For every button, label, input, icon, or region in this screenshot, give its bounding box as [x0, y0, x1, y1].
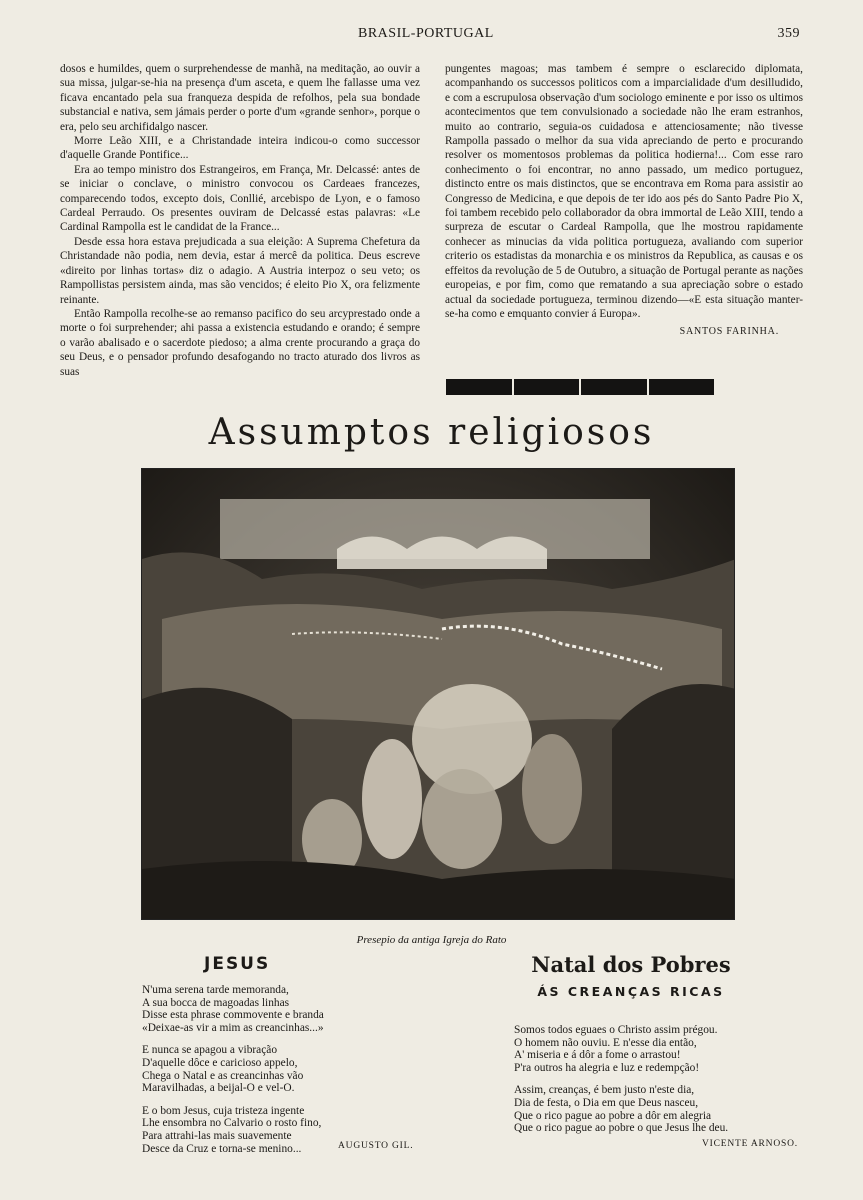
- page-number: 359: [777, 26, 800, 41]
- nativity-scene-photo: [141, 468, 735, 920]
- photo-illustration: [142, 469, 735, 920]
- poem-natal-dos-pobres: [514, 1024, 804, 1149]
- paragraph: Morre Leão XIII, e a Christandade inteira indicou-o como successor d'aquelle Grande Pontifice...: [60, 135, 420, 162]
- poem-stanza: Somos todos eguaes o Christo assim prégou. O homem não ouviu. E n'esse dia então, A' miseria e á dôr a fome o arrastou! P'ra outros ha alegria e luz e redempção!: [514, 1024, 718, 1074]
- poem-stanza: Assim, creanças, é bem justo n'este dia, Dia de festa, o Dia em que Deus nasceu, Que o rico pague ao pobre a dôr em alegria Que o rico pague ao pobre o que Jesus lhe deu.: [514, 1084, 729, 1135]
- poem-subtitle: ÁS CREANÇAS RICAS: [537, 984, 725, 999]
- paragraph: Então Rampolla recolhe-se ao remanso pacifico do seu arcyprestado onde a morte o foi surprehender; ahi passa a existencia estudando e orando; é sempre o varão abalisado e o sacerdote piedoso; a alma crente procurando a graça do seu Deus, e o pensador profundo desafogando no tracto aturado dos livros as suas: [60, 307, 420, 378]
- paragraph: Era ao tempo ministro dos Estrangeiros, em França, Mr. Delcassé: antes de se iniciar o conclave, o ministro convocou os Cardeaes francezes, comparecendo todos, excepto dois, Conllié, arcebispo de Lyon, e o famoso Cardeal Perraudo. Os presentes ouviram de Delcassé estas palavras: «Le Cardinal Rampolla est le candidat de la France...: [60, 163, 420, 234]
- photo-caption: Presepio da antiga Igreja do Rato: [356, 934, 507, 946]
- paragraph: dosos e humildes, quem o surprehendesse de manhã, na meditação, ao ouvir a sua missa, julgar-se-hia na presença d'um asceta, e quem lhe fallasse uma vez ficava encantado pela sua franqueza despida de refolhos, pela sua bondade substancial e nativa, sem jámais perder o porte d'um «grande senhor», porque o era, pelo seu archifidalgo nascer.: [60, 63, 420, 133]
- poem-stanza: N'uma serena tarde memoranda, A sua bocca de magoadas linhas Disse esta phrase commovente e branda «Deixae-as vir a mim as creancinhas...»: [142, 984, 324, 1034]
- section-title: Assumptos religiosos: [208, 412, 655, 453]
- poem-author: VICENTE ARNOSO.: [702, 1139, 798, 1149]
- right-column: [445, 62, 803, 340]
- paragraph: pungentes magoas; mas tambem é sempre o esclarecido diplomata, acompanhando os successos politicos com a imparcialidade d'um desilludido, e com a escrupulosa observação d'um sociologo eminente e por isso os ultimos acontecimentos que tem convulsionado a sociedade não lhe eram estranhos, muito ao contrario, seguia-os cuidadosa e attenciosamente; não tivesse Rampolla passado o melhor da sua vida apreciando de perto e procurando resolver os momentosos problemas da politica hodierna!... Com esse raro conhecimento o foi encontrar, no anno passado, um medico portuguez, distincto entre os mais distinctos, que se encontrava em Roma para assistir ao Congresso de Medicina, e que depois de ter ido aos pés do Santo Padre Pio X, foi tambem recebido pelo collaborador da obra immortal de Leão XIII, tendo a surpreza de escutar o Cardeal Rampolla, que lhe mostrou rapidamente conhecer as minucias da vida politica portugueza, avaliando com superior criterio os estadistas da monarchia e os ministros da Republica, as causas e os effeitos da revolução de 5 de Outubro, a situação de Portugal perante as nações europeias, e por fim, como que rematando a sua apreciação sobre o estado actual da sociedade portugueza, terminou dizendo—«E esta situação manter-se-ha como e emquanto convier á Europa».: [445, 63, 803, 320]
- article-signature: SANTOS FARINHA.: [679, 326, 779, 338]
- poem-title: Natal dos Pobres: [531, 952, 731, 977]
- poem-title: JESUS: [204, 954, 271, 974]
- paragraph: Desde essa hora estava prejudicada a sua eleição: A Suprema Chefetura da Christandade não podia, nem devia, estar á mercê da politica. Deus escreve «direito por linhas tortas» diz o adagio. A Austria interpoz o seu veto; os Rampollistas persistem ainda, mas são vencidos; é eleito Pio X, ora felizmente reinante.: [60, 235, 420, 306]
- poem-author: AUGUSTO GIL.: [338, 1141, 414, 1151]
- left-column: [60, 62, 420, 379]
- poem-stanza: E nunca se apagou a vibração D'aquelle dôce e caricioso appelo, Chega o Natal e as creancinhas vão Maravilhadas, a beijal-O e vel-O.: [142, 1044, 304, 1095]
- running-title: BRASIL-PORTUGAL: [358, 26, 494, 41]
- poem-stanza: E o bom Jesus, cuja tristeza ingente Lhe ensombra no Calvario o rosto fino, Para attrahi-las mais suavemente Desce da Cruz e torna-se menino...: [142, 1104, 322, 1155]
- section-divider-bar: [446, 379, 714, 395]
- poem-jesus: [142, 954, 422, 1165]
